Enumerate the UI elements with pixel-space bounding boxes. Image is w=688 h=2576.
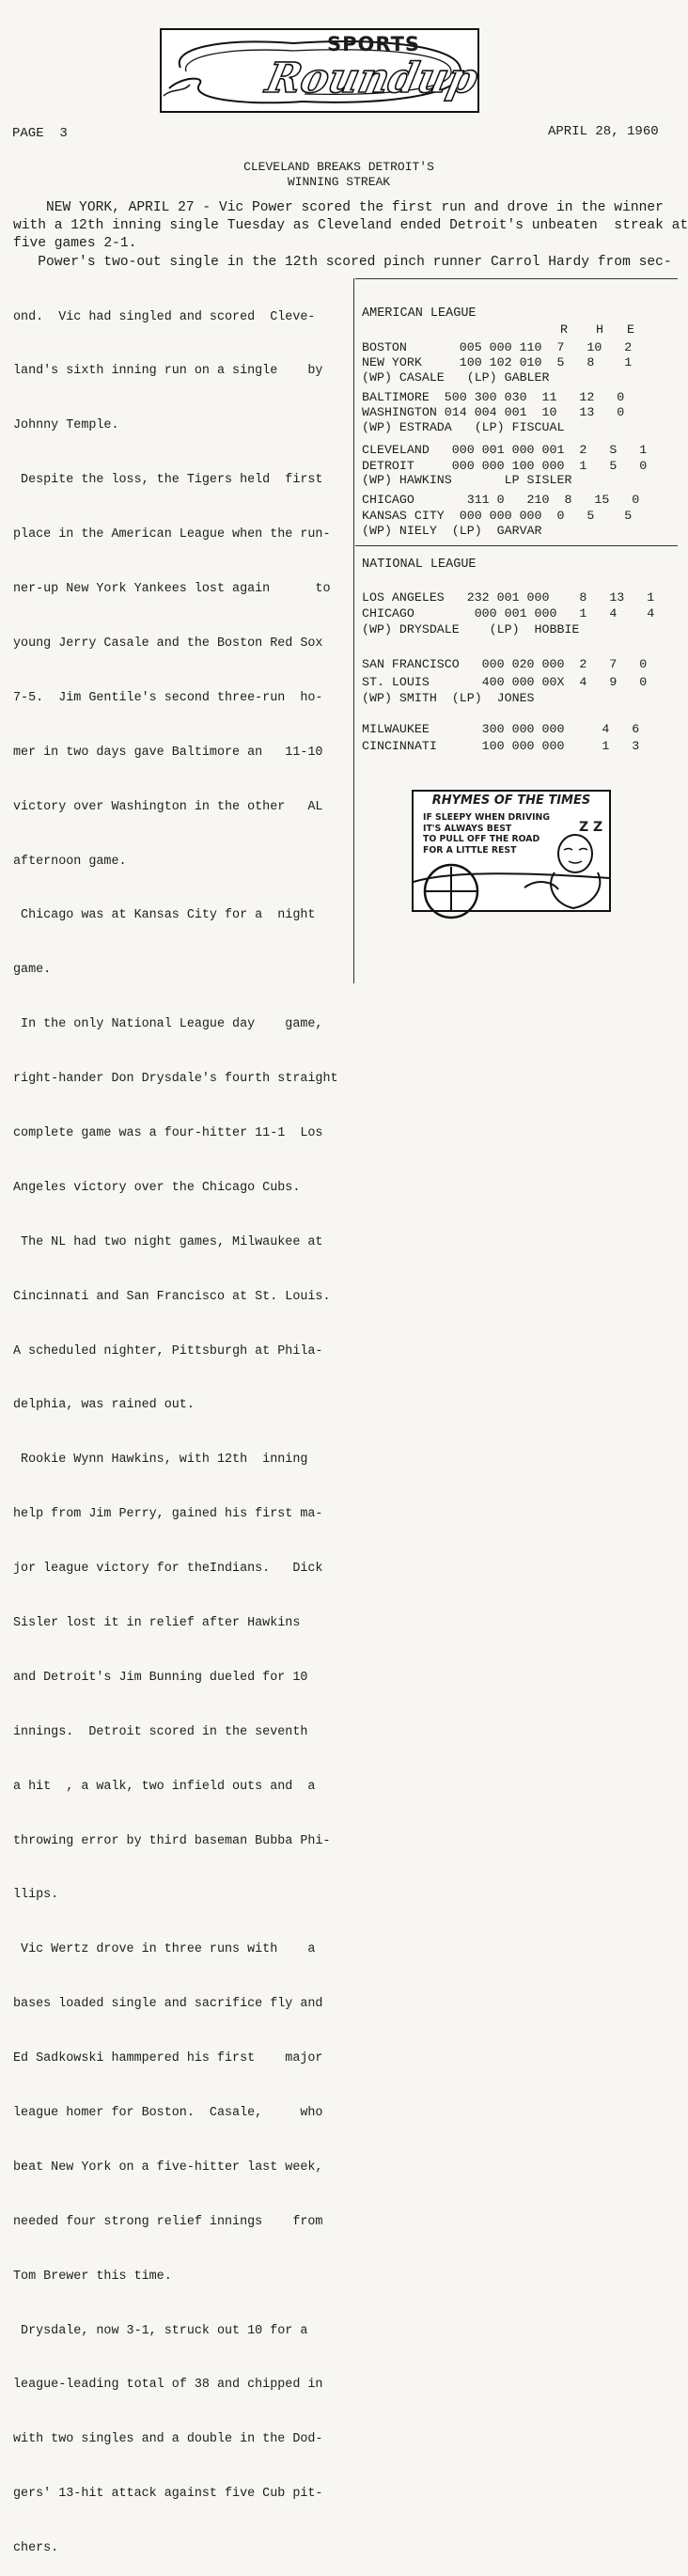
article-line: innings. Detroit scored in the seventh — [13, 1724, 308, 1739]
rhyme-line: TO PULL OFF THE ROAD — [423, 834, 540, 844]
article-line: A scheduled nighter, Pittsburgh at Phila- — [13, 1343, 323, 1359]
article-line: help from Jim Perry, gained his first ma- — [13, 1507, 323, 1522]
article-line: a hit , a walk, two infield outs and a — [13, 1779, 316, 1794]
nl-game-3-line-1: MILWAUKEE 300 000 000 4 6 — [362, 722, 640, 736]
article-line: mer in two days gave Baltimore an 11-10 — [13, 745, 323, 760]
article-line: with two singles and a double in the Dod- — [13, 2432, 323, 2447]
article-line: gers' 13-hit attack against five Cub pit- — [13, 2487, 323, 2502]
article-line: Despite the loss, the Tigers held first — [13, 473, 323, 488]
lead-line: Power's two-out single in the 12th scored pinch runner Carrol Hardy from sec- — [13, 255, 672, 270]
sleep-zz: Z Z — [579, 820, 603, 835]
nl-game-1-pitchers: (WP) DRYSDALE (LP) HOBBIE — [362, 622, 580, 636]
article-line: chers. — [13, 2541, 59, 2556]
article-line: needed four strong relief innings from — [13, 2214, 323, 2229]
article-line: Johnny Temple. — [13, 418, 119, 433]
national-league-title: NATIONAL LEAGUE — [362, 558, 477, 572]
lead-line: five games 2-1. — [13, 236, 137, 251]
rhyme-line: IF SLEEPY WHEN DRIVING — [423, 812, 550, 823]
al-game-2-line-2: WASHINGTON 014 004 001 10 13 0 — [362, 405, 625, 419]
cartoon-rhyme — [423, 812, 555, 856]
article-line: Drysdale, now 3-1, struck out 10 for a — [13, 2323, 308, 2338]
al-game-4-pitchers: (WP) NIELY (LP) GARVAR — [362, 524, 542, 538]
article-line: Ed Sadkowski hammpered his first major — [13, 2051, 323, 2066]
al-game-3-pitchers: (WP) HAWKINS LP SISLER — [362, 473, 572, 487]
article-line: and Detroit's Jim Bunning dueled for 10 — [13, 1670, 308, 1685]
article-line: land's sixth inning run on a single by — [13, 364, 323, 379]
headline-line-1: CLEVELAND BREAKS DETROIT'S — [243, 160, 434, 174]
nl-game-3-line-2: CINCINNATI 100 000 000 1 3 — [362, 739, 640, 753]
headline-line-2: WINNING STREAK — [287, 175, 391, 189]
issue-date: APRIL 28, 1960 — [548, 124, 659, 139]
nl-game-1-line-2: CHICAGO 000 001 000 1 4 4 — [362, 606, 655, 620]
article-line: league-leading total of 38 and chipped in — [13, 2378, 323, 2393]
al-game-2-pitchers: (WP) ESTRADA (LP) FISCUAL — [362, 420, 565, 434]
scores-top-rule — [355, 278, 678, 279]
article-line: The NL had two night games, Milwaukee at — [13, 1234, 323, 1249]
article-line: beat New York on a five-hitter last week, — [13, 2160, 323, 2175]
nl-game-2-line-1: SAN FRANCISCO 000 020 000 2 7 0 — [362, 657, 648, 671]
nl-game-1-line-1: LOS ANGELES 232 001 000 8 13 1 — [362, 590, 655, 605]
rhyme-line: FOR A LITTLE REST — [423, 844, 517, 856]
article-line: In the only National League day game, — [13, 1017, 323, 1032]
scores-mid-rule — [355, 545, 678, 546]
al-game-1-line-2: NEW YORK 100 102 010 5 8 1 — [362, 355, 633, 369]
article-line: ond. Vic had singled and scored Cleve- — [13, 309, 316, 324]
article-line: young Jerry Casale and the Boston Red Sox — [13, 636, 323, 651]
rhymes-cartoon — [412, 790, 611, 912]
article-line: place in the American League when the run- — [13, 527, 331, 542]
rhe-header-h: H — [596, 322, 603, 337]
nl-game-2-pitchers: (WP) SMITH (LP) JONES — [362, 691, 535, 705]
article-line: Rookie Wynn Hawkins, with 12th inning — [13, 1453, 308, 1468]
article-line: Angeles victory over the Chicago Cubs. — [13, 1180, 301, 1195]
article-line: llips. — [13, 1888, 59, 1903]
article-line: bases loaded single and sacrifice fly and — [13, 1997, 323, 2012]
article-line: victory over Washington in the other AL — [13, 799, 323, 814]
article-line: 7-5. Jim Gentile's second three-run ho- — [13, 690, 323, 705]
lead-line: with a 12th inning single Tuesday as Cleveland ended Detroit's unbeaten streak at — [13, 218, 688, 233]
nl-game-2-line-2: ST. LOUIS 400 000 00X 4 9 0 — [362, 675, 648, 689]
rhyme-line: IT'S ALWAYS BEST — [423, 823, 512, 834]
al-game-2-line-1: BALTIMORE 500 300 030 11 12 0 — [362, 390, 625, 404]
masthead-sports: SPORTS — [327, 33, 421, 55]
rhe-header-r: R — [560, 322, 568, 337]
al-game-1-line-1: BOSTON 005 000 110 7 10 2 — [362, 340, 633, 354]
al-game-3-line-2: DETROIT 000 000 100 000 1 5 0 — [362, 459, 648, 473]
article-line: Chicago was at Kansas City for a night — [13, 908, 316, 923]
article-line: Vic Wertz drove in three runs with a — [13, 1942, 316, 1957]
article-line: Cincinnati and San Francisco at St. Louis. — [13, 1289, 331, 1304]
al-game-3-line-1: CLEVELAND 000 001 000 001 2 S 1 — [362, 443, 648, 457]
al-game-4-line-1: CHICAGO 311 0 210 8 15 0 — [362, 493, 640, 507]
article-line: complete game was a four-hitter 11-1 Los — [13, 1125, 323, 1140]
rhe-header-e: E — [627, 322, 634, 337]
article-line: Sisler lost it in relief after Hawkins — [13, 1615, 301, 1630]
article-line: throwing error by third baseman Bubba Phi- — [13, 1833, 331, 1848]
article-line: jor league victory for theIndians. Dick — [13, 1562, 323, 1577]
article-line: delphia, was rained out. — [13, 1398, 195, 1413]
article-line: afternoon game. — [13, 854, 127, 869]
article-line: ner-up New York Yankees lost again to — [13, 582, 331, 597]
american-league-title: AMERICAN LEAGUE — [362, 306, 477, 321]
article-line: league homer for Boston. Casale, who — [13, 2105, 323, 2120]
masthead-roundup: Roundup — [261, 55, 482, 102]
column-divider — [353, 278, 354, 983]
al-game-1-pitchers: (WP) CASALE (LP) GABLER — [362, 370, 550, 385]
lead-line: NEW YORK, APRIL 27 - Vic Power scored the first run and drove in the winner — [13, 200, 664, 215]
article-line: right-hander Don Drysdale's fourth straight — [13, 1072, 338, 1087]
article-line: game. — [13, 963, 52, 978]
article-column — [13, 272, 348, 2576]
article-line: Tom Brewer this time. — [13, 2269, 172, 2284]
page-number: PAGE 3 — [12, 126, 68, 141]
al-game-4-line-2: KANSAS CITY 000 000 000 0 5 5 — [362, 509, 633, 523]
masthead-logo — [160, 28, 482, 113]
cartoon-title: RHYMES OF THE TIMES — [431, 793, 591, 808]
